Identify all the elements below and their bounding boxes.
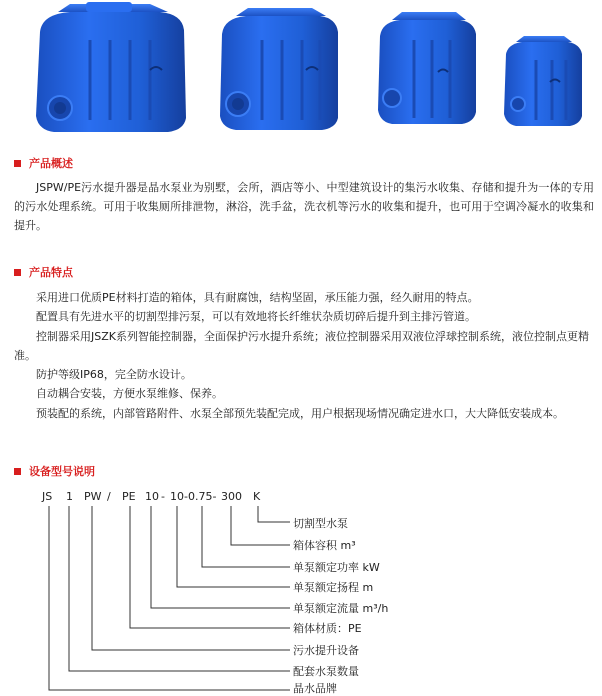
code-part-js: JS	[42, 490, 53, 503]
red-square-icon	[14, 468, 21, 475]
desc-cutter-pump: 切割型水泵	[293, 517, 348, 530]
feature-item: 控制器采用JSZK系列智能控制器，全面保护污水提升系统；液位控制器采用双液位浮球控制系统，液位控制点更精准。	[14, 329, 589, 362]
desc-lifting-device: 污水提升设备	[293, 644, 359, 657]
code-part-flow: 10	[145, 490, 159, 503]
desc-brand: 晶水品牌	[293, 682, 337, 695]
code-part-count: 1	[66, 490, 73, 503]
feature-item: 采用进口优质PE材料打造的箱体，具有耐腐蚀，结构坚固，承压能力强，经久耐用的特点。	[36, 291, 479, 304]
tank-photo-2	[220, 8, 338, 130]
model-heading	[14, 463, 95, 479]
overview-title: 产品概述	[29, 157, 73, 170]
code-part-pw: PW	[84, 490, 102, 503]
code-part-cutter: K	[253, 490, 261, 503]
red-square-icon	[14, 269, 21, 276]
code-part-slash: /	[107, 490, 111, 503]
tank-photo-1	[36, 2, 186, 132]
code-part-dash: -	[161, 490, 165, 503]
code-part-head: 10	[170, 490, 184, 503]
tank-photos-svg	[0, 0, 602, 140]
features-heading	[14, 264, 73, 280]
desc-rated-power: 单泵额定功率 kW	[293, 561, 380, 574]
overview-heading	[14, 155, 73, 171]
overview-text: JSPW/PE污水提升器是晶水泵业为别墅，会所，酒店等小、中型建筑设计的集污水收集、存储和提升为一体的专用的污水处理系统。可用于收集厕所排泄物，淋浴，洗手盆，洗衣机等污水的收集和提升，也可用于空调冷凝水的收集和提升。	[14, 181, 594, 232]
code-part-power: -0.75-	[184, 490, 217, 503]
desc-pump-count: 配套水泵数量	[293, 665, 359, 678]
tank-photo-4	[504, 36, 582, 126]
model-title: 设备型号说明	[29, 465, 95, 478]
code-part-volume: 300	[221, 490, 242, 503]
tank-photo-3	[378, 12, 476, 124]
desc-rated-flow: 单泵额定流量 m³/h	[293, 602, 389, 615]
feature-item: 自动耦合安装，方便水泵维修、保养。	[36, 387, 223, 401]
desc-tank-material: 箱体材质：PE	[293, 622, 362, 635]
product-photos	[0, 0, 602, 140]
overview-body	[14, 178, 594, 235]
desc-tank-volume: 箱体容积 m³	[293, 539, 356, 552]
code-part-pe: PE	[122, 490, 136, 503]
red-square-icon	[14, 160, 21, 167]
feature-item: 防护等级IP68，完全防水设计。	[36, 368, 192, 382]
feature-item: 预装配的系统，内部管路附件、水泵全部预先装配完成，用户根据现场情况确定进水口，大大降低安装成本。	[36, 406, 564, 420]
features-title: 产品特点	[29, 266, 73, 279]
feature-item: 配置具有先进水平的切割型排污泵，可以有效地将长纤维状杂质切碎后提升到主排污管道。	[36, 310, 476, 324]
desc-rated-head: 单泵额定扬程 m	[293, 581, 374, 594]
features-list	[14, 288, 594, 423]
